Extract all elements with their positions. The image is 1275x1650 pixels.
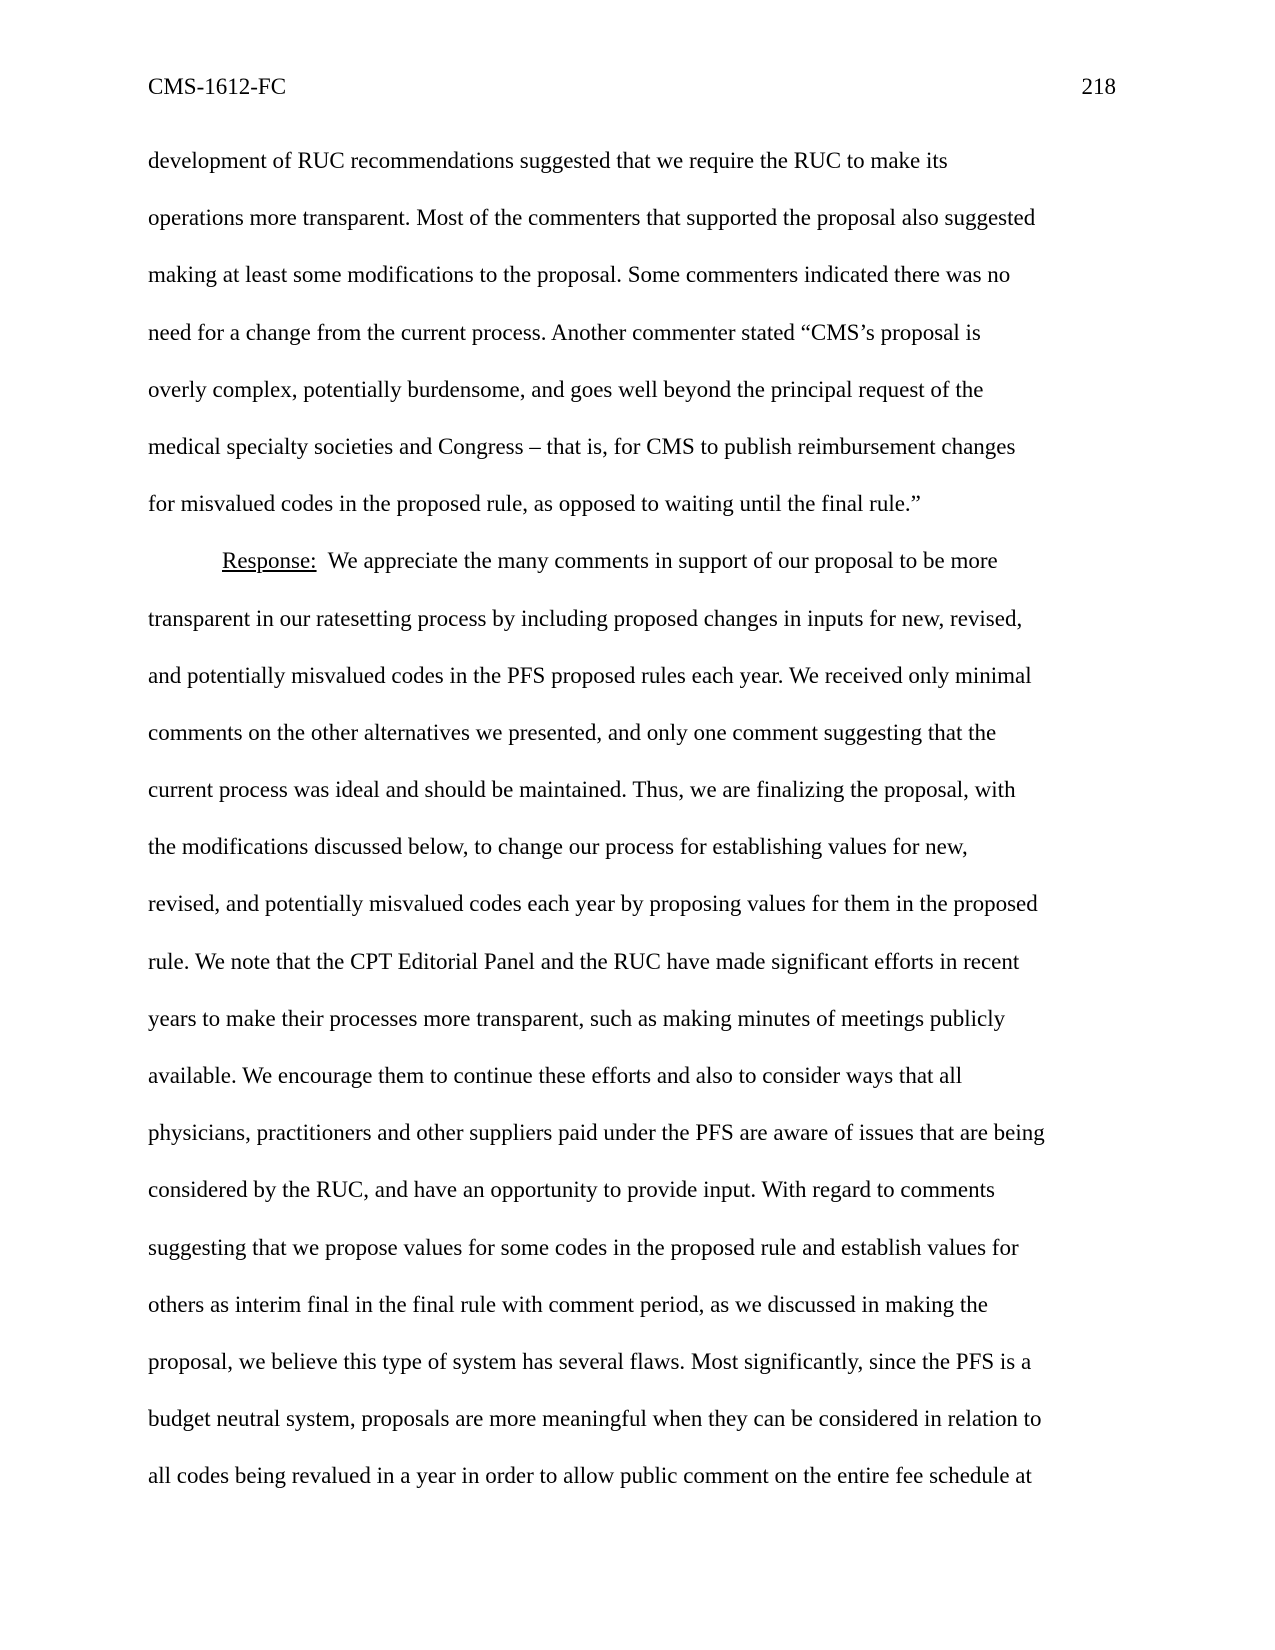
text-line: and potentially misvalued codes in the PFS proposed rules each year. We received only minimal: [148, 662, 1032, 688]
text-line: others as interim final in the final rule with comment period, as we discussed in making the: [148, 1291, 988, 1317]
text-line: suggesting that we propose values for some codes in the proposed rule and establish values for: [148, 1234, 1019, 1260]
document-id: CMS-1612-FC: [148, 74, 287, 99]
text-line: rule. We note that the CPT Editorial Panel and the RUC have made significant efforts in recent: [148, 948, 1020, 974]
text-line: development of RUC recommendations suggested that we require the RUC to make its: [148, 148, 948, 173]
text-line: proposal, we believe this type of system has several flaws. Most significantly, since the PFS is a: [148, 1348, 1032, 1374]
page-number: 218: [1081, 74, 1116, 99]
text-line: the modifications discussed below, to change our process for establishing values for new,: [148, 834, 968, 860]
response-first-line: We appreciate the many comments in support of our proposal to be more: [316, 548, 998, 574]
text-line: considered by the RUC, and have an opportunity to provide input. With regard to comments: [148, 1177, 995, 1203]
text-line: budget neutral system, proposals are more meaningful when they can be considered in relation to: [148, 1406, 1042, 1432]
text-line: need for a change from the current process. Another commenter stated “CMS’s proposal is: [148, 319, 981, 345]
text-line: revised, and potentially misvalued codes each year by proposing values for them in the proposed: [148, 891, 1038, 917]
response-label: Response:: [222, 548, 317, 574]
text-line: making at least some modifications to the proposal. Some commenters indicated there was no: [148, 262, 1011, 288]
text-line: comments on the other alternatives we presented, and only one comment suggesting that the: [148, 719, 997, 745]
text-line: all codes being revalued in a year in order to allow public comment on the entire fee schedule at: [148, 1463, 1032, 1489]
document-body: [148, 146, 1118, 1519]
text-line: years to make their processes more transparent, such as making minutes of meetings publicly: [148, 1005, 1006, 1031]
text-line: transparent in our ratesetting process by including proposed changes in inputs for new, revised,: [148, 605, 1023, 631]
text-line: for misvalued codes in the proposed rule, as opposed to waiting until the final rule.”: [148, 491, 921, 517]
text-line: medical specialty societies and Congress – that is, for CMS to publish reimbursement changes: [148, 433, 1016, 459]
text-line: operations more transparent. Most of the commenters that supported the proposal also suggested: [148, 205, 1036, 231]
text-line: overly complex, potentially burdensome, and goes well beyond the principal request of the: [148, 376, 984, 402]
text-line: available. We encourage them to continue these efforts and also to consider ways that all: [148, 1063, 963, 1088]
text-line: physicians, practitioners and other suppliers paid under the PFS are aware of issues that are being: [148, 1120, 1045, 1146]
text-line: current process was ideal and should be maintained. Thus, we are finalizing the proposal, with: [148, 777, 1016, 803]
response-paragraph-start: [148, 546, 1118, 603]
